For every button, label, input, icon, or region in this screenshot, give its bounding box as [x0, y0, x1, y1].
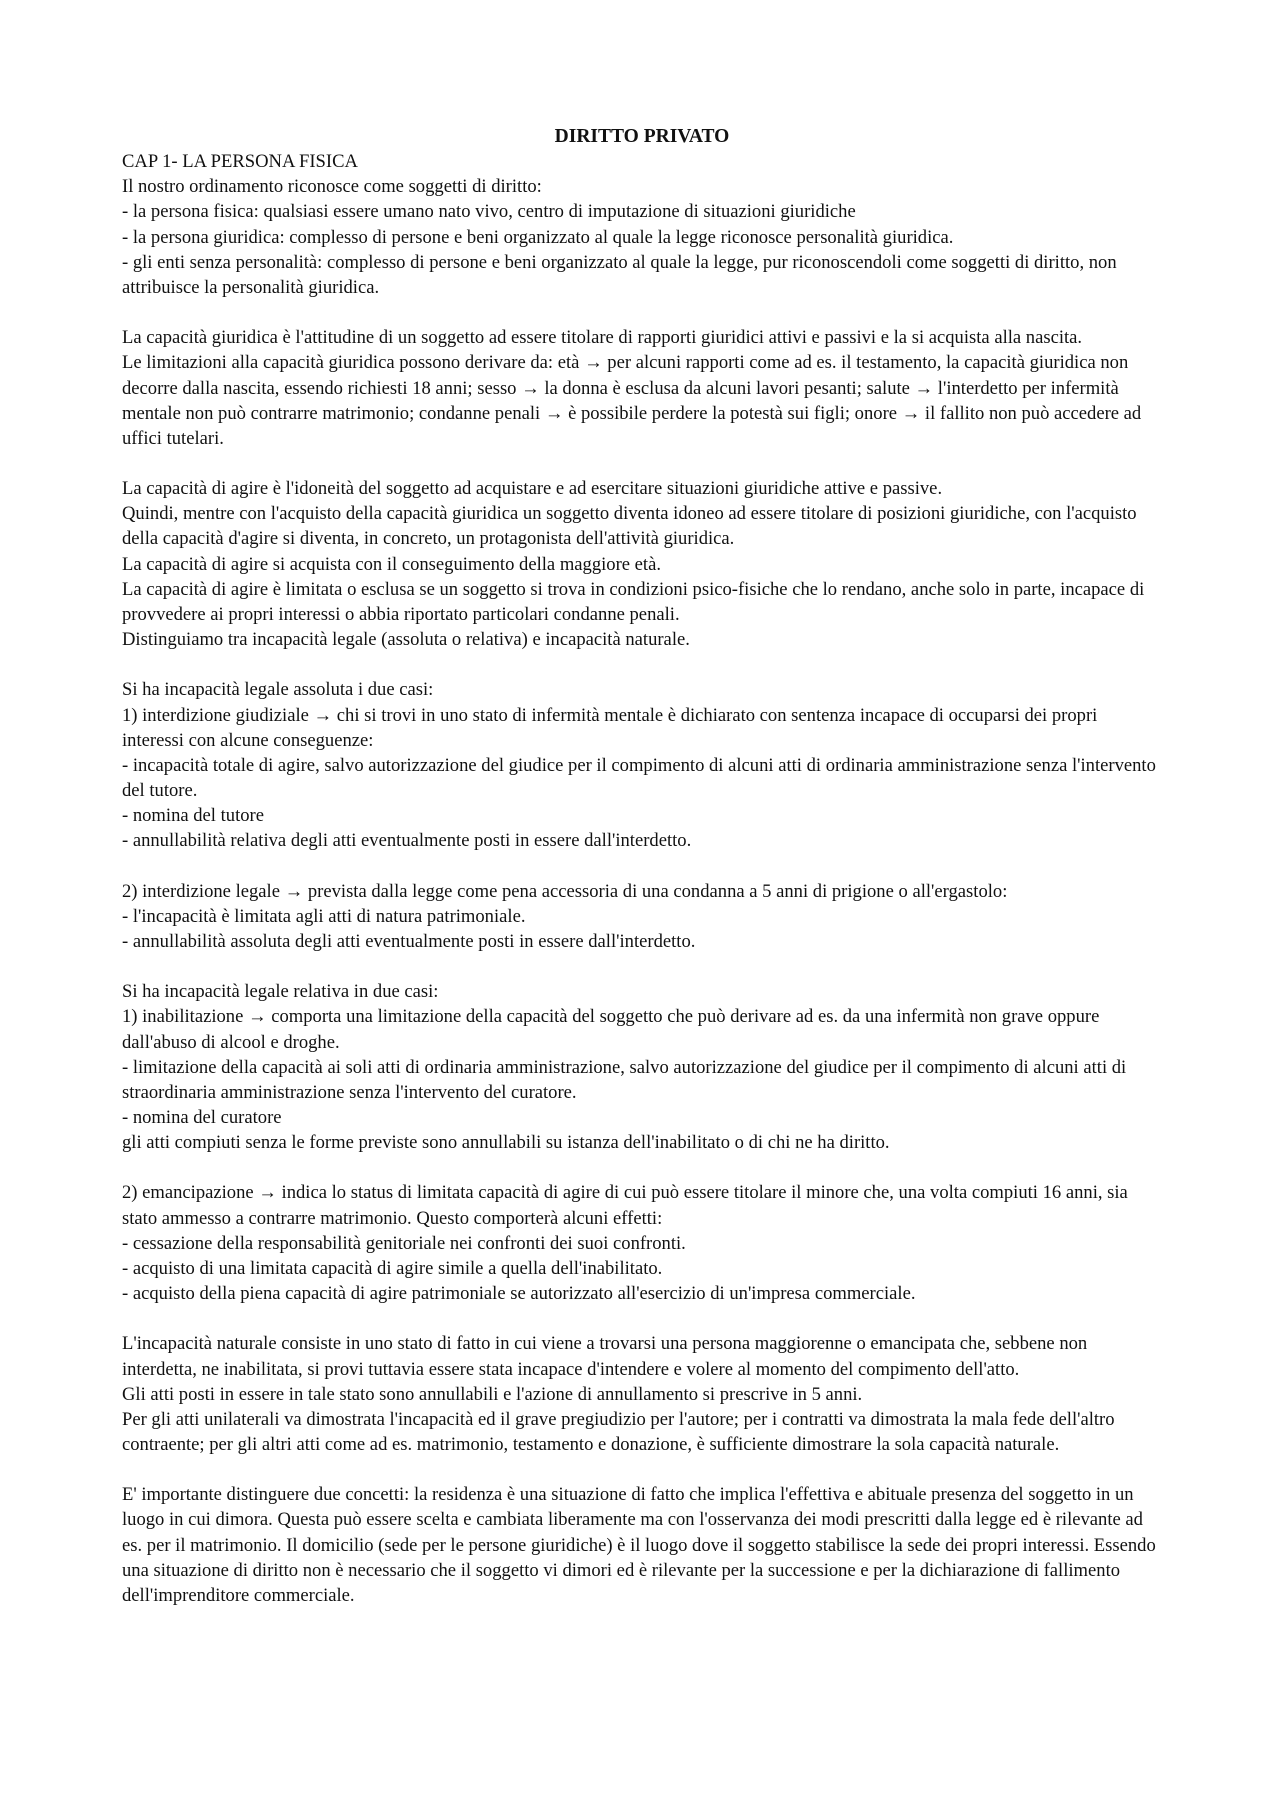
text-line: La capacità giuridica è l'attitudine di un soggetto ad essere titolare di rapporti giuridici attivi e passivi e la si acquista alla nascita. — [122, 327, 1083, 349]
text-line: Si ha incapacità legale relativa in due casi: — [122, 981, 439, 1003]
paragraph — [122, 1331, 1162, 1457]
paragraph-gap — [122, 1306, 1162, 1331]
text-line: Gli atti posti in essere in tale stato sono annullabili e l'azione di annullamento si prescrive in 5 anni. — [122, 1383, 863, 1405]
paragraph-gap — [122, 954, 1162, 979]
text-line: - limitazione della capacità ai soli atti di ordinaria amministrazione, salvo autorizzazione del giudice per il compimento di alcuni atti di straordinaria amministrazione senza l'intervento del curatore. — [122, 1056, 1131, 1103]
text-line: Le limitazioni alla capacità giuridica possono derivare da: età → per alcuni rapporti come ad es. il testamento, la capacità giuridica non decorre dalla nascita, essendo richiesti 18 anni; sesso → la donna è esclusa da alcuni lavori pesanti; salute → l'interdetto per infermità mentale non può contrarre matrimonio; condanne penali → è possibile perdere la potestà sui figli; onore → il fallito non può accedere ad uffici tutelari. — [122, 352, 1146, 449]
text-line: Distinguiamo tra incapacità legale (assoluta o relativa) e incapacità naturale. — [122, 629, 690, 651]
text-line: - acquisto della piena capacità di agire patrimoniale se autorizzato all'esercizio di un'impresa commerciale. — [122, 1283, 916, 1305]
text-line: Si ha incapacità legale assoluta i due casi: — [122, 679, 434, 701]
text-line: E' importante distinguere due concetti: la residenza è una situazione di fatto che implica l'effettiva e abituale presenza del soggetto in un luogo in cui dimora. Questa può essere scelta e cambiata liberamente ma con l'osservanza dei modi prescritti dalla legge ed è rilevante ad es. per il matrimonio. Il domicilio (sede per le persone giuridiche) è il luogo dove il soggetto stabilisce la sede dei propri interessi. Essendo una situazione di diritto non è necessario che il soggetto vi dimori ed è rilevante per la successione e per la dichiarazione di fallimento dell'imprenditore commerciale. — [122, 1484, 1161, 1606]
text-line: Il nostro ordinamento riconosce come soggetti di diritto: — [122, 176, 542, 198]
paragraph-gap — [122, 1155, 1162, 1180]
text-line: - la persona fisica: qualsiasi essere umano nato vivo, centro di imputazione di situazioni giuridiche — [122, 201, 856, 223]
text-line: 1) inabilitazione → comporta una limitazione della capacità del soggetto che può derivare ad es. da una infermità non grave oppure dall'abuso di alcool e droghe. — [122, 1006, 1104, 1053]
text-line: - cessazione della responsabilità genitoriale nei confronti dei suoi confronti. — [122, 1232, 686, 1254]
document-body — [122, 149, 1162, 1608]
paragraph-gap — [122, 451, 1162, 476]
text-line: La capacità di agire si acquista con il conseguimento della maggiore età. — [122, 553, 662, 575]
paragraph-gap — [122, 853, 1162, 878]
text-line: - nomina del tutore — [122, 805, 264, 827]
text-line: Quindi, mentre con l'acquisto della capacità giuridica un soggetto diventa idoneo ad essere titolare di posizioni giuridiche, con l'acquisto della capacità d'agire si diventa, in concreto, un protagonista dell'attività giuridica. — [122, 503, 1142, 550]
text-line: 2) interdizione legale → prevista dalla legge come pena accessoria di una condanna a 5 anni di prigione o all'ergastolo: — [122, 880, 1008, 902]
paragraph — [122, 325, 1162, 451]
text-line: Per gli atti unilaterali va dimostrata l'incapacità ed il grave pregiudizio per l'autore; per i contratti va dimostrata la mala fede dell'altro contraente; per gli altri atti come ad es. matrimonio, testamento e donazione, è sufficiente dimostrare la sola capacità naturale. — [122, 1408, 1120, 1456]
paragraph-gap — [122, 652, 1162, 677]
text-line: L'incapacità naturale consiste in uno stato di fatto in cui viene a trovarsi una persona maggiorenne o emancipata che, sebbene non interdetta, ne inabilitata, si provi tuttavia essere stata incapace d'intendere e volere al momento del compimento dell'atto. — [122, 1333, 1092, 1380]
document-title: DIRITTO PRIVATO — [554, 126, 730, 147]
paragraph — [122, 1180, 1162, 1306]
text-line: - acquisto di una limitata capacità di agire simile a quella dell'inabilitato. — [122, 1257, 663, 1279]
paragraph — [122, 677, 1162, 853]
text-line: - nomina del curatore — [122, 1107, 282, 1129]
paragraph — [122, 979, 1162, 1155]
text-line: - annullabilità assoluta degli atti eventualmente posti in essere dall'interdetto. — [122, 930, 696, 952]
text-line: - annullabilità relativa degli atti eventualmente posti in essere dall'interdetto. — [122, 830, 692, 852]
text-line: La capacità di agire è l'idoneità del soggetto ad acquistare e ad esercitare situazioni giuridiche attive e passive. — [122, 478, 943, 500]
text-line: 1) interdizione giudiziale → chi si trovi in uno stato di infermità mentale è dichiarato con sentenza incapace di occuparsi dei propri interessi con alcune conseguenze: — [122, 704, 1102, 751]
text-line: - la persona giuridica: complesso di persone e beni organizzato al quale la legge riconosce personalità giuridica. — [122, 226, 954, 248]
text-line: CAP 1- LA PERSONA FISICA — [122, 151, 358, 173]
text-line: gli atti compiuti senza le forme previste sono annullabili su istanza dell'inabilitato o di chi ne ha diritto. — [122, 1132, 890, 1154]
text-line: - gli enti senza personalità: complesso di persone e beni organizzato al quale la legge, pur riconoscendoli come soggetti di diritto, non attribuisce la personalità giuridica. — [122, 251, 1122, 298]
paragraph — [122, 476, 1162, 652]
paragraph — [122, 149, 1162, 300]
paragraph-gap — [122, 300, 1162, 325]
text-line: - l'incapacità è limitata agli atti di natura patrimoniale. — [122, 905, 526, 927]
paragraph — [122, 879, 1162, 954]
document-page — [122, 124, 1162, 1608]
paragraph-gap — [122, 1457, 1162, 1482]
text-line: La capacità di agire è limitata o esclusa se un soggetto si trova in condizioni psico-fisiche che lo rendano, anche solo in parte, incapace di provvedere ai propri interessi o abbia riportato particolari condanne penali. — [122, 578, 1149, 625]
paragraph — [122, 1482, 1162, 1608]
text-line: - incapacità totale di agire, salvo autorizzazione del giudice per il compimento di alcuni atti di ordinaria amministrazione senza l'intervento del tutore. — [122, 754, 1161, 802]
text-line: 2) emancipazione → indica lo status di limitata capacità di agire di cui può essere titolare il minore che, una volta compiuti 16 anni, sia stato ammesso a contrarre matrimonio. Questo comporterà alcuni effetti: — [122, 1182, 1133, 1229]
